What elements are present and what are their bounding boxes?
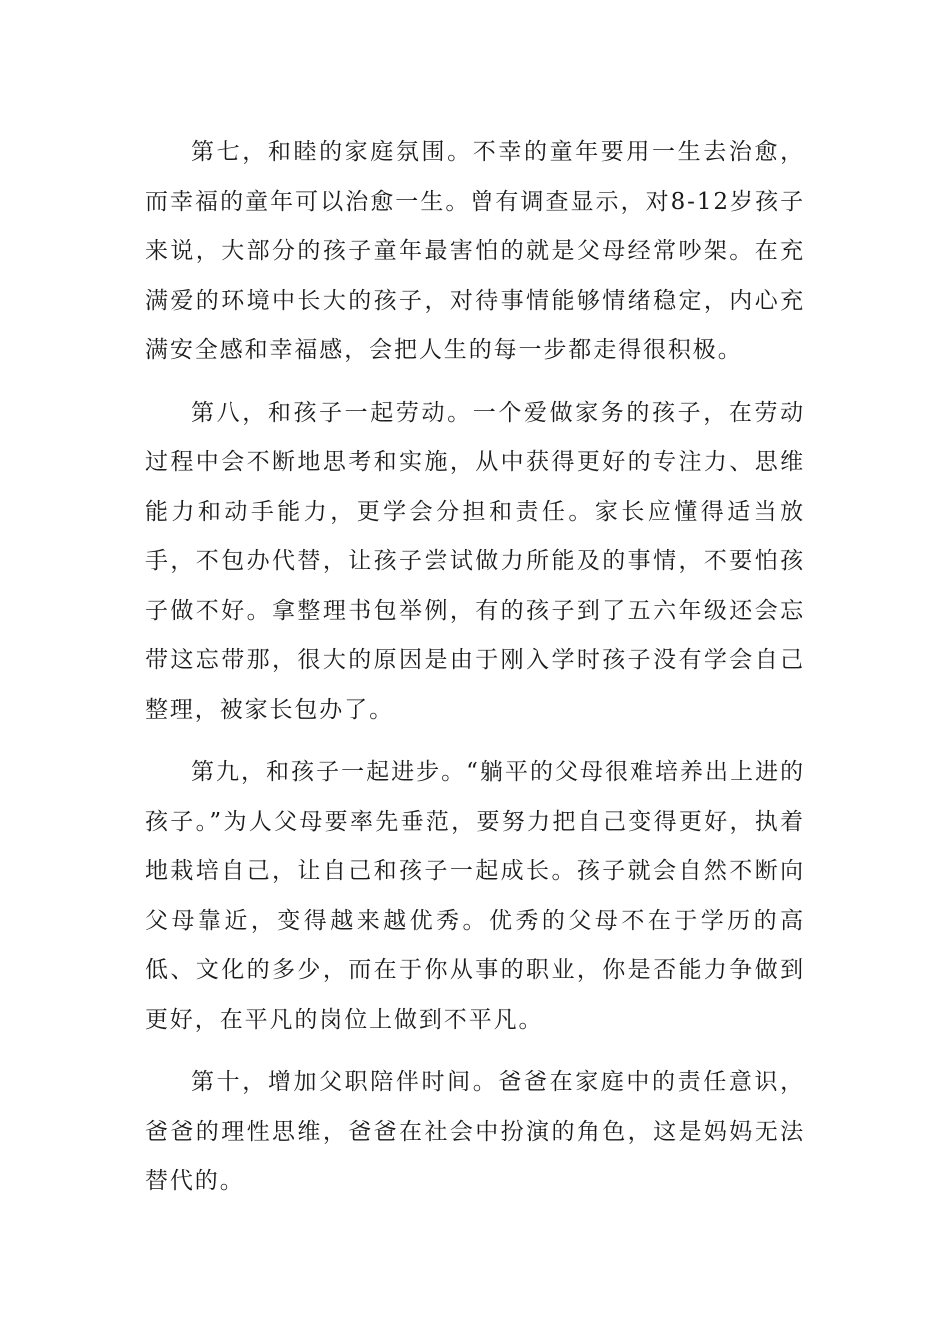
paragraph-7: 第七，和睦的家庭氛围。不幸的童年要用一生去治愈，而幸福的童年可以治愈一生。曾有调查显示，对8-12岁孩子来说，大部分的孩子童年最害怕的就是父母经常吵架。在充满爱的环境中长大的孩子，对待事情能够情绪稳定，内心充满安全感和幸福感，会把人生的每一步都走得很积极。 <box>145 139 805 363</box>
paragraph-8: 第八，和孩子一起劳动。一个爱做家务的孩子，在劳动过程中会不断地思考和实施，从中获得更好的专注力、思维能力和动手能力，更学会分担和责任。家长应懂得适当放手，不包办代替，让孩子尝试做力所能及的事情，不要怕孩子做不好。拿整理书包举例，有的孩子到了五六年级还会忘带这忘带那，很大的原因是由于刚入学时孩子没有学会自己整理，被家长包办了。 <box>145 399 805 723</box>
paragraph-9: 第九，和孩子一起进步。“躺平的父母很难培养出上进的孩子。”为人父母要率先垂范，要努力把自己变得更好，执着地栽培自己，让自己和孩子一起成长。孩子就会自然不断向父母靠近，变得越来越优秀。优秀的父母不在于学历的高低、文化的多少，而在于你从事的职业，你是否能力争做到更好，在平凡的岗位上做到不平凡。 <box>145 759 805 1033</box>
document-body <box>145 128 805 1220</box>
paragraph-10: 第十，增加父职陪伴时间。爸爸在家庭中的责任意识，爸爸的理性思维，爸爸在社会中扮演的角色，这是妈妈无法替代的。 <box>145 1069 805 1194</box>
